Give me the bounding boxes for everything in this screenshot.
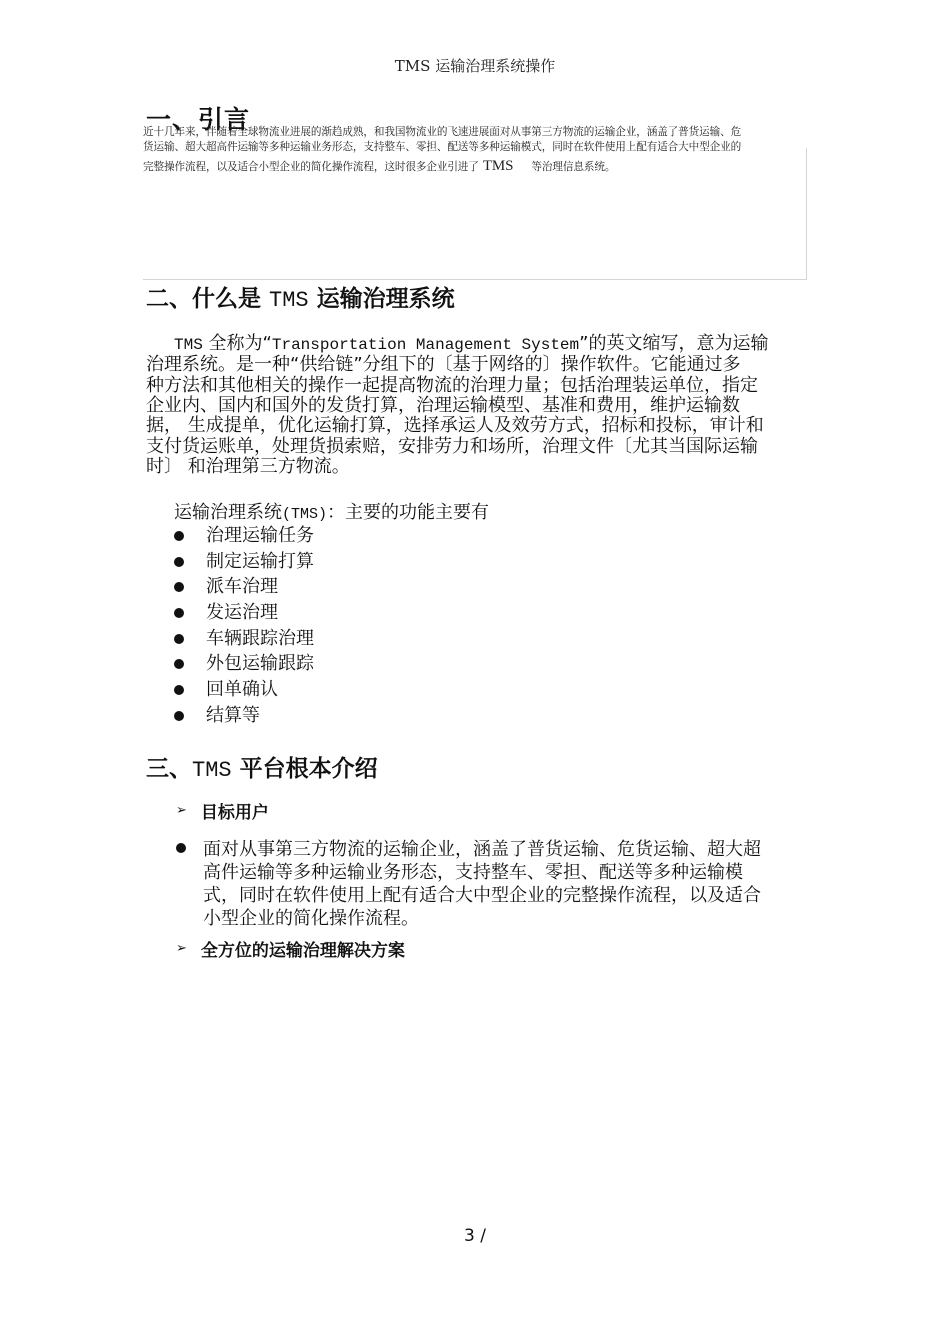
section-2-heading: 二、什么是 TMS 运输治理系统	[146, 286, 455, 313]
para-line-3: 种方法和其他相关的操作一起提高物流的治理力量；包括治理装运单位，指定	[146, 375, 758, 396]
page-number: 3 /	[464, 1226, 486, 1246]
intro-line-3-text: 完整操作流程，以及适合小型企业的简化操作流程，这时很多企业引进了	[143, 161, 479, 173]
intro-line-3	[143, 159, 811, 174]
para-line-4: 企业内、国内和国外的发货打算，治理运输模型、基准和费用，维护运输数	[146, 395, 740, 416]
bullet-icon	[176, 843, 186, 853]
heading-tms-term: TMS	[269, 288, 309, 313]
arrow-bullet-icon: ➢	[176, 803, 187, 818]
para-line-2: 治理系统。是一种“供给链”分组下的〔基于网络的〕操作软件。它能通过多	[146, 354, 741, 375]
page-header-title: TMS 运输治理系统操作	[394, 57, 556, 75]
solution-item: ➢ 全方位的运输治理解决方案	[176, 941, 405, 961]
list-item: 发运治理	[174, 600, 314, 626]
para-line-5: 据， 生成提单，优化运输打算，选择承运人及效劳方式，招标和投标，审计和	[146, 415, 764, 436]
functions-list	[174, 523, 314, 729]
section-1-heading: 一、引言	[146, 105, 251, 134]
intro-tms-term: TMS	[482, 158, 514, 174]
intro-line-3-tail: 等治理信息系统。	[531, 161, 616, 173]
functions-intro: 运输治理系统(TMS)：主要的功能主要有	[174, 502, 490, 523]
list-item: 外包运输跟踪	[174, 651, 314, 677]
bullet-icon	[174, 659, 184, 669]
para-line-7: 时〕 和治理第三方物流。	[146, 456, 350, 477]
target-users-description: 面对从事第三方物流的运输企业，涵盖了普货运输、危货运输、超大超 高件运输等多种运输业务形态，支持整车、零担、配送等多种运输模 式，同时在软件使用上配有适合大中型企业的完整操作流程，以及适合 小型企业的简化操作流程。	[203, 839, 761, 929]
heading-tms-term: TMS	[192, 758, 232, 783]
bullet-icon	[174, 685, 184, 695]
bullet-icon	[174, 634, 184, 644]
list-item: 派车治理	[174, 574, 314, 600]
bullet-icon	[174, 531, 184, 541]
list-item: 回单确认	[174, 677, 314, 703]
bullet-icon	[174, 582, 184, 592]
list-item: 制定运输打算	[174, 549, 314, 575]
para-line-1: TMS 全称为“Transportation Management System”的英文缩写，意为运输	[174, 333, 769, 354]
list-item: 车辆跟踪治理	[174, 626, 314, 652]
para-line-6: 支付货运账单，处理货损索赔，安排劳力和场所，治理文件〔尤其当国际运输	[146, 436, 758, 457]
list-item: 结算等	[174, 703, 314, 729]
arrow-bullet-icon: ➢	[176, 941, 187, 956]
section-3-heading: 三、TMS 平台根本介绍	[146, 756, 378, 783]
bullet-icon	[174, 608, 184, 618]
intro-line-1: 近十几年来，伴随着全球物流业进展的渐趋成熟，和我国物流业的飞速进展面对从事第三方物流的运输企业，涵盖了普货运输、危	[143, 126, 742, 138]
bullet-icon	[174, 711, 184, 721]
list-item: 治理运输任务	[174, 523, 314, 549]
target-users-item: ➢ 目标用户	[176, 803, 269, 823]
bullet-icon	[174, 557, 184, 567]
intro-line-2: 货运输、超大超高件运输等多种运输业务形态，支持整车、零担、配送等多种运输模式，同时在软件使用上配有适合大中型企业的	[143, 141, 742, 153]
